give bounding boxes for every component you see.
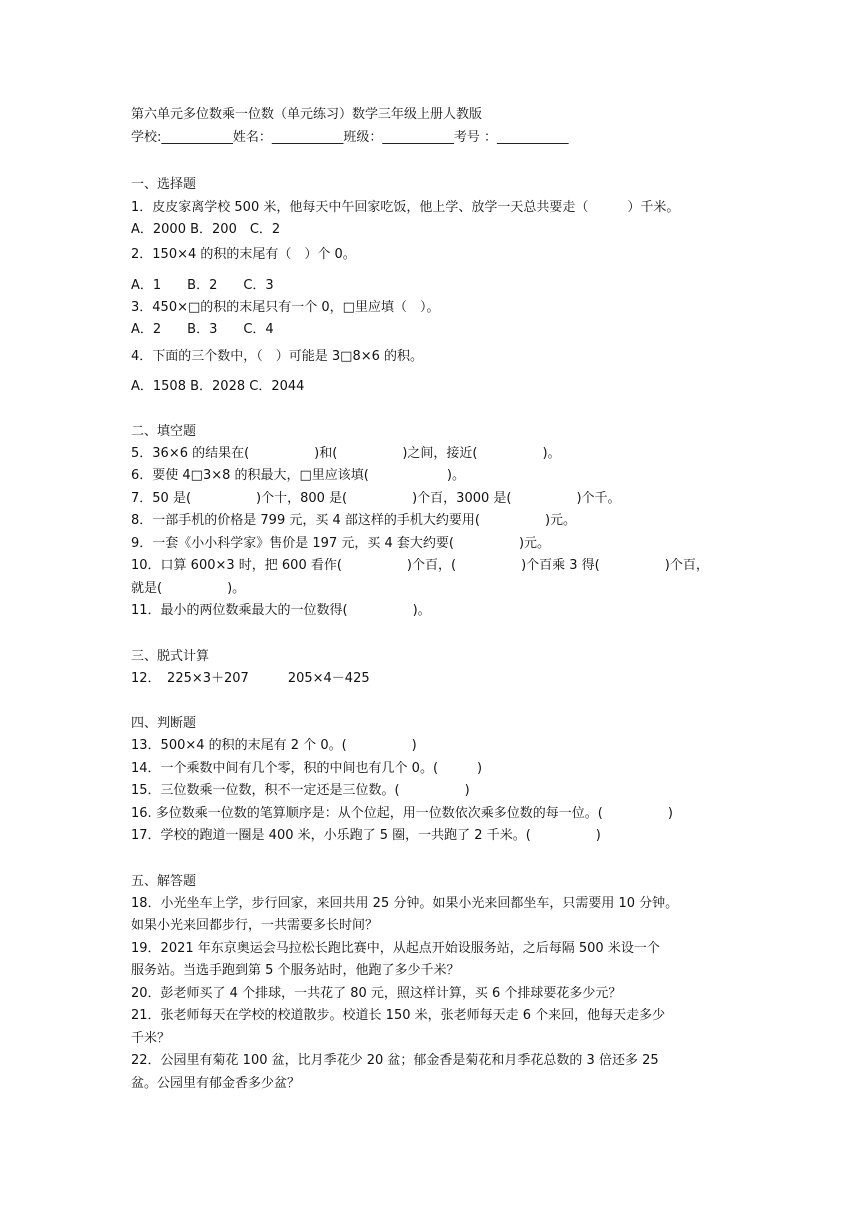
question-line: 13．500×4 的积的末尾有 2 个 0。( ) [131, 738, 417, 753]
section-heading-judgement: 四、判断题 [131, 716, 197, 731]
question-line: 22．公园里有菊花 100 盆，比月季花少 20 盆；郁金香是菊花和月季花总数的 3 倍还多 25 [131, 1053, 659, 1068]
question-line: 18．小光坐车上学，步行回家，来回共用 25 分钟。如果小光来回都坐车，只需要用 10 分钟。 [131, 896, 679, 911]
question-line: 15．三位数乘一位数，积不一定还是三位数。( ) [131, 783, 470, 798]
question-line: 6．要使 4□3×8 的积最大，□里应该填( )。 [131, 468, 465, 483]
question-line: 4．下面的三个数中，（ ）可能是 3□8×6 的积。 [131, 349, 424, 364]
question-line-continued: 盆。公园里有郁金香多少盆？ [131, 1076, 301, 1091]
question-line: 14．一个乘数中间有几个零，积的中间也有几个 0。( ) [131, 761, 483, 776]
section-heading-choice: 一、选择题 [131, 177, 197, 192]
question-line: 7．50 是( )个十，800 是( )个百，3000 是( )个千。 [131, 491, 621, 506]
question-line-continued: 千米？ [131, 1031, 171, 1046]
question-line: 16. 多位数乘一位数的笔算顺序是：从个位起，用一位数依次乘多位数的每一位。( ) [131, 806, 673, 821]
question-line: 20．彭老师买了 4 个排球，一共花了 80 元，照这样计算，买 6 个排球要花多少元？ [131, 986, 622, 1001]
question-line: 5．36×6 的结果在( )和( )之间，接近( )。 [131, 446, 561, 461]
question-line: 11．最小的两位数乘最大的一位数得( )。 [131, 603, 431, 618]
question-options: A．1 B．2 C．3 [131, 278, 274, 293]
question-line: 12． 225×3＋207 205×4－425 [131, 671, 370, 686]
question-line-continued: 如果小光来回都步行，一共需要多长时间？ [131, 918, 379, 933]
question-line: 10．口算 600×3 时，把 600 看作( )个百，( )个百乘 3 得( )个百， [131, 558, 709, 573]
question-line: 19．2021 年东京奥运会马拉松长跑比赛中，从起点开始设服务站，之后每隔 500 米设一个 [131, 941, 660, 956]
question-line: 21．张老师每天在学校的校道散步。校道长 150 米，张老师每天走 6 个来回，他每天走多少 [131, 1008, 666, 1023]
student-info-line: 学校:___________姓名：___________班级：___________考号 ：___________ [131, 130, 569, 145]
section-heading-calculation: 三、脱式计算 [131, 649, 210, 664]
question-line: 3．450×□的积的末尾只有一个 0，□里应填（ ）。 [131, 300, 440, 315]
question-options: A．1508 B．2028 C．2044 [131, 379, 305, 394]
question-options: A．2000 B．200 C．2 [131, 222, 281, 237]
question-line: 9．一套《小小科学家》售价是 197 元，买 4 套大约要( )元。 [131, 536, 551, 551]
question-line: 8．一部手机的价格是 799 元，买 4 部这样的手机大约要用( )元。 [131, 513, 577, 528]
question-line: 2．150×4 的积的末尾有（ ）个 0。 [131, 247, 356, 262]
document-title: 第六单元多位数乘一位数（单元练习）数学三年级上册人教版 [131, 107, 483, 122]
question-line-continued: 就是( )。 [131, 581, 246, 596]
section-heading-fill: 二、填空题 [131, 424, 197, 439]
section-heading-word-problems: 五、解答题 [131, 874, 197, 889]
question-line: 17．学校的跑道一圈是 400 米，小乐跑了 5 圈，一共跑了 2 千米。( ) [131, 828, 601, 843]
question-line-continued: 服务站。当选手跑到第 5 个服务站时，他跑了多少千米？ [131, 963, 460, 978]
question-line: 1．皮皮家离学校 500 米，他每天中午回家吃饭，他上学、放学一天总共要走（ ）千米。 [131, 200, 680, 215]
question-options: A．2 B．3 C．4 [131, 322, 274, 337]
